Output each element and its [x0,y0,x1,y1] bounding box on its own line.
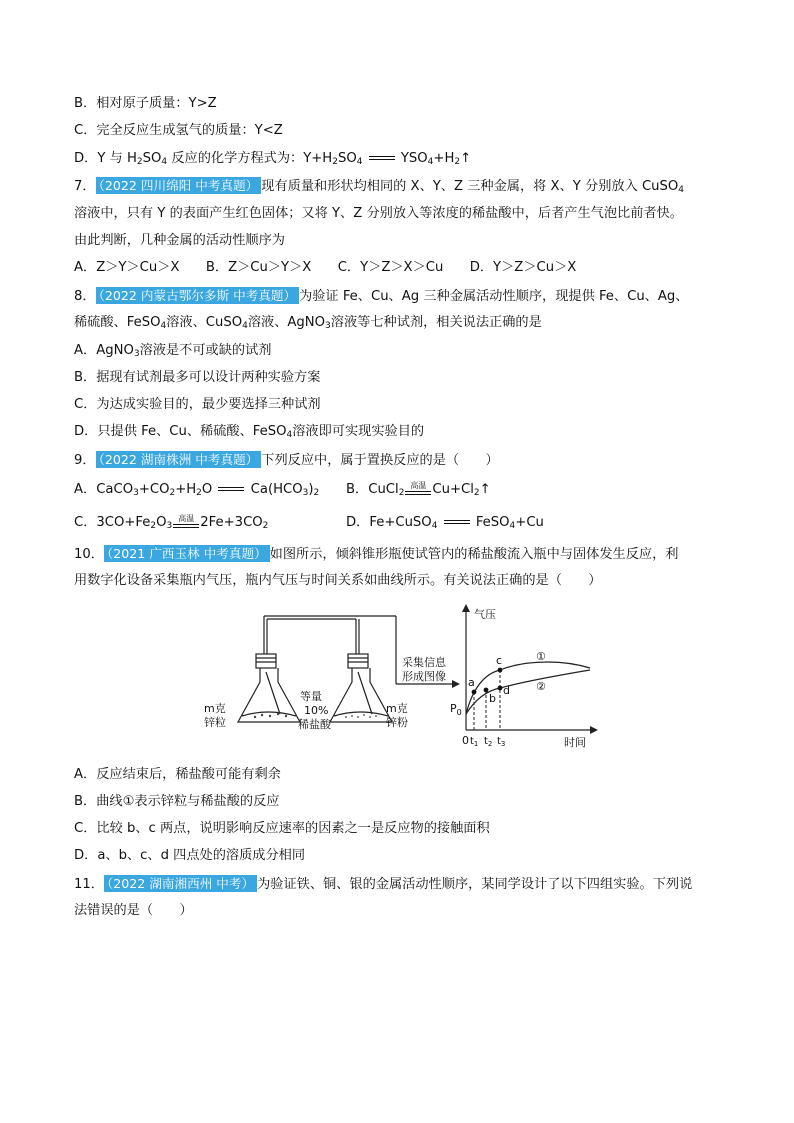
t2-label: $t_2$ [484,736,493,748]
text: SO [337,151,357,166]
q9-option-d: D．Fe+CuSO$_4$ FeSO$_4$+Cu [346,515,544,531]
left-flask [238,654,300,722]
equals-sign [442,517,472,527]
q9-stem [74,451,499,470]
text: t [484,736,488,747]
source-tag[interactable]: （2021 广西玉林 中考真题） [104,545,270,562]
point-b: b [489,692,496,705]
q6-option-b: B．相对原子质量：Y>Z [74,96,217,111]
q6-option-d: D．Y 与 $H_2SO_4$ 反应的化学方程式为：$Y+H_2SO_4$ $YSO_4+H_2↑$ [74,151,472,167]
experiment-figure [200,604,600,752]
t3-label: $t_3$ [497,736,506,748]
arrow-label-collect: 采集信息 [402,656,446,669]
text: D．只提供 Fe、Cu、稀硫酸、FeSO [74,424,287,439]
mid-label-conc: 10% [304,704,329,717]
text: ↑ [460,151,472,166]
q7-stem-line2: 溶液中，只有 Y 的表面产生红色固体；又将 Y、Z 分别放入等浓度的稀盐酸中，后者产生气泡比前者快。 [74,206,683,221]
text: 溶液即可实现实验目的 [292,424,425,439]
q6-option-c: C．完全反应生成氢气的质量：Y<Z [74,123,283,138]
text: D．Y 与 H [74,151,137,166]
condition-arrow [173,515,199,529]
source-tag[interactable]: （2022 湖南株洲 中考真题） [96,451,262,468]
text: P [450,702,457,715]
text: 现有质量和形状均相同的 X、Y、Z 三种金属，将 X、Y 分别放入 CuSO [261,179,679,194]
origin-label: 0 [462,734,469,747]
question-number: 10． [74,547,104,562]
point-c: c [496,654,503,667]
text: 溶液、AgNO [247,315,326,330]
text: A．AgNO [74,343,134,358]
q9-option-b: B．CuCl$_2$ 高温 $Cu+Cl_2↑$ [346,481,491,498]
q7-stem-line1: 7． （2022 四川绵阳 中考真题） 现有质量和形状均相同的 X、Y、Z 三种金属，将 X、Y 分别放入 CuSO$_4$ [74,178,685,195]
left-label-mass: m克 [204,702,226,715]
y-axis-label: 气压 [474,608,496,621]
q8-option-c: C．为达成实验目的，最少要选择三种试剂 [74,397,321,412]
t1-label: $t_1$ [470,736,479,748]
text: 如图所示，倾斜锥形瓶使试管内的稀盐酸流入瓶中与固体发生反应，利 [269,547,679,562]
text: t [497,736,501,747]
q8-stem-line2: 稀硫酸、FeSO$_4$溶液、CuSO$_4$溶液、AgNO$_3$溶液等七种试剂，相关说法正确的是 [74,315,542,331]
question-number: 9． [74,453,96,468]
text: 溶液是不可或缺的试剂 [139,343,272,358]
condition-text: 高温 [178,514,195,523]
q8-option-b: B．据现有试剂最多可以设计两种实验方案 [74,370,321,385]
text: +H [433,151,455,166]
mid-label-equal: 等量 [300,690,322,703]
point-a: a [468,676,475,689]
right-label-powder: 锌粉 [386,716,408,729]
curve1-label: ① [536,650,546,663]
q10-stem-line1 [74,545,678,564]
text: t [470,736,474,747]
q10-stem-line2: 用数字化设备采集瓶内气压，瓶内气压与时间关系如曲线所示。有关说法正确的是（ ） [74,573,602,588]
mid-label-acid: 稀盐酸 [298,718,331,731]
condition-text: 高温 [410,481,427,490]
q8-option-d: D．只提供 Fe、Cu、稀硫酸、FeSO$_4$溶液即可实现实验目的 [74,424,425,440]
point-d: d [503,684,510,697]
p0-label [450,702,462,717]
q8-option-a: A．AgNO$_3$溶液是不可或缺的试剂 [74,343,272,359]
left-label-granule: 锌粒 [204,716,226,729]
q11-stem-line1 [74,875,692,894]
q10-option-a: A．反应结束后，稀盐酸可能有剩余 [74,767,281,782]
equals-sign [367,153,397,163]
q9-option-a: A．$CaCO_3+CO_2+H_2O$ $Ca(HCO_3)_2$ [74,482,320,498]
question-number: 7． [74,179,96,194]
q9-option-c: C．$3CO+Fe_2O_3$ 高温 $2Fe+3CO_2$ [74,514,269,531]
text: YSO [396,151,428,166]
text: 为验证铁、铜、银的金属活动性顺序，某同学设计了以下四组实验。下列说 [257,877,693,892]
q7-options: A．Z＞Y＞Cu＞X B．Z＞Cu＞Y＞X C．Y＞Z＞X＞Cu D．Y＞Z＞Cu＞X [74,260,577,275]
text: SO [142,151,162,166]
curve2-label: ② [536,680,546,693]
q10-option-d: D．a、b、c、d 四点处的溶质成分相同 [74,848,306,863]
text: 反应的化学方程式为：Y+H [167,151,333,166]
q10-option-c: C．比较 b、c 两点，说明影响反应速率的因素之一是反应物的接触面积 [74,821,490,836]
equals-sign [216,484,246,494]
q10-option-b: B．曲线①表示锌粒与稀盐酸的反应 [74,794,280,809]
text: 稀硫酸、FeSO [74,315,161,330]
source-tag[interactable]: （2022 内蒙古鄂尔多斯 中考真题） [96,287,299,304]
arrow-label-graph: 形成图像 [402,670,446,683]
text: 下列反应中，属于置换反应的是（ ） [261,453,499,468]
text: 为验证 Fe、Cu、Ag 三种金属活动性顺序，现提供 Fe、Cu、Ag、 [299,289,689,304]
source-tag[interactable]: （2022 湖南湘西州 中考） [104,875,257,892]
condition-arrow [405,482,431,496]
q7-stem-line3: 由此判断，几种金属的活动性顺序为 [74,233,285,248]
q11-stem-line2: 法错误的是（ ） [74,903,193,918]
right-label-mass: m克 [386,702,408,715]
text: 溶液、CuSO [166,315,243,330]
q8-stem-line1 [74,287,688,306]
text: 溶液等七种试剂，相关说法正确的是 [330,315,542,330]
x-axis-label: 时间 [564,736,586,749]
question-number: 11． [74,877,104,892]
source-tag[interactable]: （2022 四川绵阳 中考真题） [96,177,262,194]
text: 0 [456,708,462,717]
question-number: 8． [74,289,96,304]
right-flask [330,654,392,722]
